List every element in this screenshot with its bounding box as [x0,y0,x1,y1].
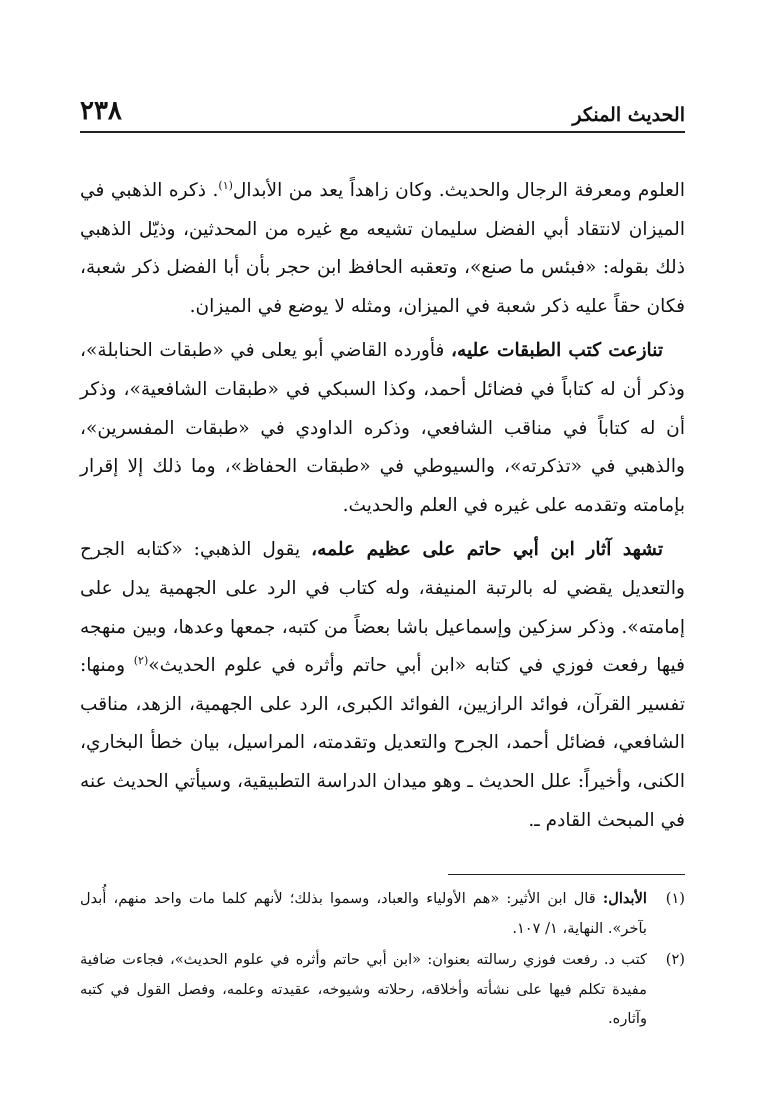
paragraph-3-lead: تشهد آثار ابن أبي حاتم على عظيم علمه، [311,539,663,561]
page-header [80,90,685,126]
page-number: ٢٣٨ [80,96,122,126]
running-title: الحديث المنكر [572,104,685,126]
footnote-rule [448,874,685,875]
footnote-2-body [80,945,647,1034]
footnote-2-text: كتب د. رفعت فوزي رسالته بعنوان: «ابن أبي حاتم وأثره في علوم الحديث»، فجاءت ضافية مفيدة تكلم فيها على نشأته وأخلاقه، رحلاته وشيوخه، عقيدته وعلمه، وفصل القول في كتبه وآثاره. [80,951,647,1027]
paragraph-3-text-a: يقول الذهبي: «كتابه الجرح والتعديل يقضي له بالرتبة المنيفة، وله كتاب في الرد على الجهمية يدل على إمامته». وذكر سزكين وإسماعيل باشا بعضاً من كتبه، جمعها وعدها، وبين منهجه فيها رفعت فوزي في كتابه «ابن أبي حاتم وأثره في علوم الحديث» [80,539,685,677]
footnote-ref-2: (٢) [133,653,149,667]
main-text [80,172,685,846]
footnote-ref-1: (١) [218,178,233,192]
footnote-1-body [80,884,647,943]
paragraph-2-text: فأورده القاضي أبو يعلى في «طبقات الحنابلة»، وذكر أن له كتاباً في فضائل أحمد، وكذا السبكي في «طبقات الشافعية»، وذكر أن له كتاباً في مناقب الشافعي، وذكره الداودي في «طبقات المفسرين»، والذهبي في «تذكرته»، والسيوطي في «طبقات الحفاظ»، وما ذلك إلا إقرار بإمامته وتقدمه على غيره في العلم والحديث. [80,340,685,516]
paragraph-2 [80,332,685,525]
footnote-1 [80,884,685,943]
footnote-1-number: (١) [665,890,685,907]
header-rule [80,131,685,133]
paragraph-1-text-b: . ذكره الذهبي في الميزان لانتقاد أبي الفضل سليمان تشيعه مع غيره من المحدثين، وذيّل الذهبي ذلك بقوله: «فبئس ما صنع»، وتعقبه الحافظ ابن حجر بأن أبا الفضل ذكر شعبة، فكان حقاً عليه ذكر شعبة في الميزان، ومثله لا يوضع في الميزان. [80,180,685,317]
footnotes [80,884,685,1036]
footnote-1-term: الأبدال: [602,890,647,907]
paragraph-3 [80,531,685,840]
paragraph-1-text-a: العلوم ومعرفة الرجال والحديث. وكان زاهداً يعد من الأبدال [232,180,685,201]
paragraph-1 [80,172,685,326]
paragraph-3-text-b: ومنها: تفسير القرآن، فوائد الرازيين، الفوائد الكبرى، الرد على الجهمية، الزهد، مناقب الشافعي، فضائل أحمد، الجرح والتعديل وتقدمته، المراسيل، بيان خطأ البخاري، الكنى، وأخيراً: علل الحديث ـ وهو ميدان الدراسة التطبيقية، وسيأتي الحديث عنه في المبحث القادم ـ. [80,655,685,831]
footnote-1-text: قال ابن الأثير: «هم الأولياء والعباد، وسموا بذلك؛ لأنهم كلما مات واحد منهم، أُبدل بآخر». النهاية، ١/ ١٠٧. [80,890,647,937]
footnote-2-number: (٢) [665,951,685,968]
footnote-2 [80,945,685,1034]
paragraph-2-lead: تنازعت كتب الطبقات عليه، [451,340,664,362]
